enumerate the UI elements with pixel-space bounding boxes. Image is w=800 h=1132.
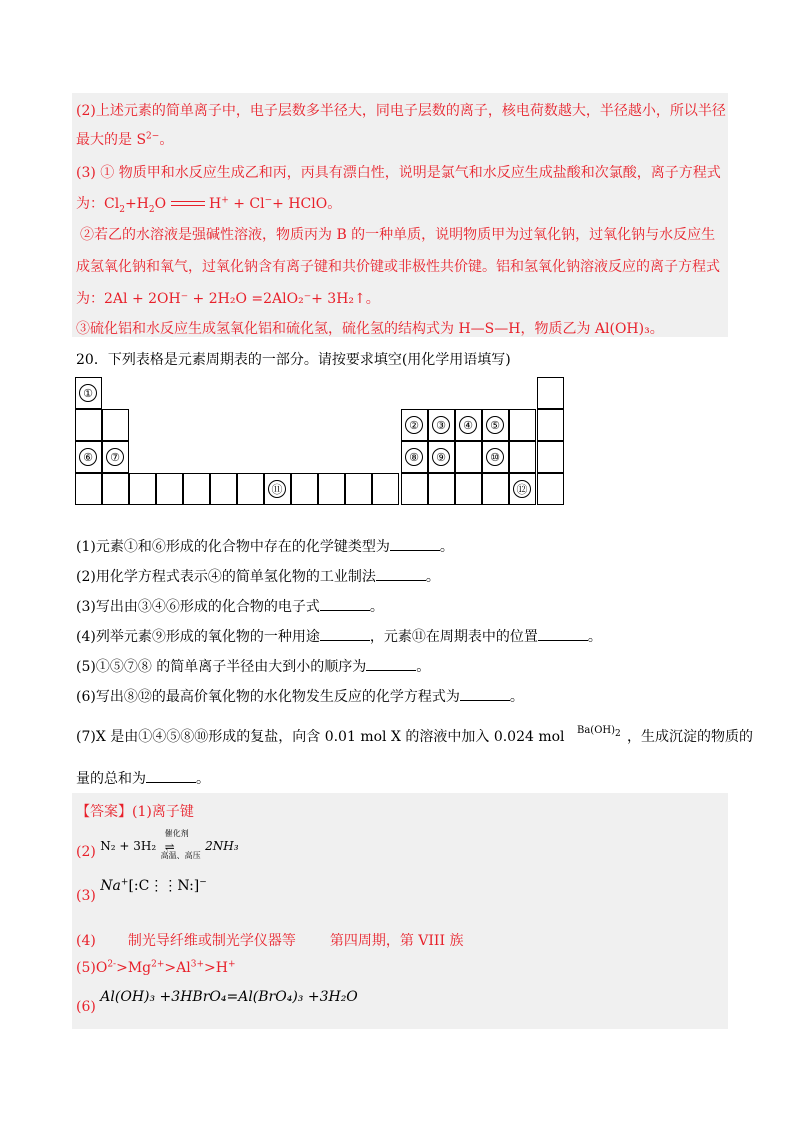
table-cell	[509, 473, 536, 505]
answer-line-5: $(5)O^{2-}>Mg^{2+}>Al^{3+}>H^+$	[76, 959, 236, 976]
table-cell	[291, 473, 318, 505]
question-5: (5)①⑤⑦⑧ 的简单离子半径由大到小的顺序为 。	[76, 659, 431, 675]
question-7-cont: 量的总和为 。	[76, 771, 210, 787]
question-1: (1)元素①和⑥形成的化合物中存在的化学键类型为 。	[76, 539, 454, 555]
table-cell	[75, 473, 102, 505]
answer-blank	[460, 688, 510, 701]
element-marker: ⑦	[106, 448, 124, 466]
element-marker: ⑨	[432, 448, 450, 466]
element-marker: ④	[459, 416, 477, 434]
table-cell	[482, 409, 509, 441]
table-cell	[537, 441, 564, 473]
table-cell	[482, 441, 509, 473]
answer-line-4: (4) 制光导纤维或制光学仪器等 第四周期，第 VIII 族	[76, 933, 464, 949]
table-cell	[102, 473, 129, 505]
answer-blank	[376, 568, 426, 581]
answer-label: 【答案】	[76, 804, 132, 820]
table-cell	[537, 377, 564, 409]
table-cell	[75, 377, 102, 409]
table-cell	[372, 473, 399, 505]
table-cell	[401, 409, 428, 441]
prev-answer-p2-line2: 最大的是 $S^{2-}$。	[76, 131, 174, 148]
table-cell	[509, 409, 536, 441]
table-cell	[455, 409, 482, 441]
answer-blank	[538, 628, 588, 641]
element-marker: ①	[79, 384, 97, 402]
table-cell	[75, 441, 102, 473]
table-cell	[129, 473, 156, 505]
prev-answer-p4-line1: ②若乙的水溶液是强碱性溶液，物质丙为 B 的一种单质，说明物质甲为过氧化钠，过氧化钠与水反应生	[80, 227, 716, 243]
table-cell	[102, 441, 129, 473]
table-cell	[210, 473, 237, 505]
table-cell	[183, 473, 210, 505]
table-cell	[509, 441, 536, 473]
answer-line-6: (6) Al(OH)₃ +3HBrO₄=Al(BrO₄)₃ +3H₂O	[76, 989, 358, 1015]
table-cell	[537, 409, 564, 441]
reversible-arrow-icon	[171, 199, 205, 209]
table-cell	[345, 473, 372, 505]
table-cell	[102, 409, 129, 441]
element-marker: ⑤	[486, 416, 504, 434]
question-title: 20．下列表格是元素周期表的一部分。请按要求填空(用化学用语填写)	[76, 352, 511, 368]
prev-answer-p4-line3: 为：2Al + 2OH⁻ + 2H₂O =2AlO₂⁻+ 3H₂↑。	[76, 291, 380, 307]
element-marker: ⑥	[79, 448, 97, 466]
answer-blank	[320, 628, 370, 641]
answer-blank	[146, 770, 196, 783]
element-marker: ⑧	[405, 448, 423, 466]
table-cell	[482, 473, 509, 505]
table-cell	[428, 409, 455, 441]
table-cell	[264, 473, 291, 505]
element-marker: ⑫	[513, 480, 531, 498]
answer-blank	[390, 538, 440, 551]
answer-line-3: (3) Na+[:C⋮⋮N:]−	[76, 877, 207, 904]
prev-answer-p3-line1: (3) ① 物质甲和水反应生成乙和丙，丙具有漂白性，说明是氯气和水反应生成盐酸和次氯酸，离子方程式	[76, 165, 721, 181]
table-cell	[428, 441, 455, 473]
answer-line-2: (2) N₂ + 3H₂ 催化剂 ⇌ 高温、高压 2NH₃	[76, 829, 239, 860]
answer-blank	[366, 658, 416, 671]
question-6: (6)写出⑧⑫的最高价氧化物的水化物发生反应的化学方程式为 。	[76, 689, 524, 705]
answer-blank	[320, 598, 370, 611]
table-cell	[401, 441, 428, 473]
table-cell	[75, 409, 102, 441]
prev-answer-p5-line1: ③硫化铝和水反应生成氢氧化铝和硫化氢，硫化氢的结构式为 H—S—H，物质乙为 Al(OH)₃。	[76, 321, 664, 337]
table-cell	[455, 473, 482, 505]
table-cell	[318, 473, 345, 505]
question-7: (7)X 是由①④⑤⑧⑩形成的复盐，向含 0.01 mol X 的溶液中加入 0.024 mol $Ba(OH)_2$ ，生成沉淀的物质的	[76, 725, 753, 745]
table-cell	[537, 473, 564, 505]
table-cell	[455, 441, 482, 473]
question-3: (3)写出由③④⑥形成的化合物的电子式 。	[76, 599, 384, 615]
element-marker: ②	[405, 416, 423, 434]
answer-line-1: 【答案】(1)离子键	[76, 804, 194, 820]
table-cell	[428, 473, 455, 505]
question-2: (2)用化学方程式表示④的简单氢化物的工业制法 。	[76, 569, 440, 585]
table-cell	[401, 473, 428, 505]
question-4: (4)列举元素⑨形成的氧化物的一种用途 ，元素⑪在周期表中的位置 。	[76, 629, 602, 645]
prev-answer-p4-line2: 成氢氧化钠和氧气，过氧化钠含有离子键和共价键或非极性共价键。铝和氢氧化钠溶液反应的离子方程式	[76, 259, 720, 275]
prev-answer-p3-line2: 为：$Cl_2+H_2O$ H+ + Cl−+ HClO。	[76, 195, 342, 215]
element-marker: ③	[432, 416, 450, 434]
element-marker: ⑪	[268, 480, 286, 498]
table-cell	[237, 473, 264, 505]
table-cell	[156, 473, 183, 505]
element-marker: ⑩	[486, 448, 504, 466]
prev-answer-p2-line1: (2)上述元素的简单离子中，电子层数多半径大，同电子层数的离子，核电荷数越大，半径越小，所以半径	[76, 103, 726, 119]
